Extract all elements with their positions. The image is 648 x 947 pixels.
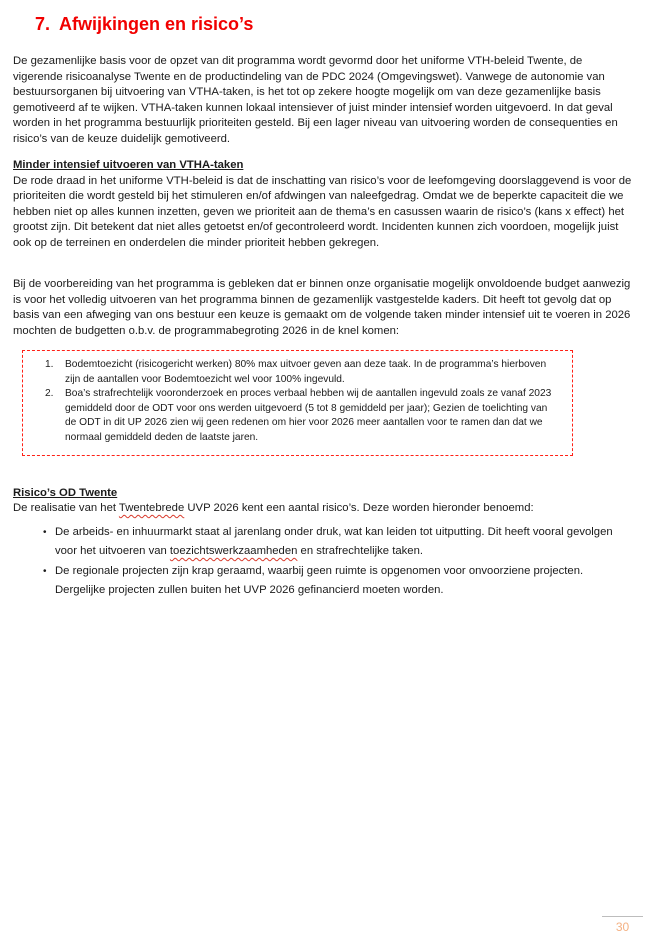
misspelled-word-twentebrede: Twentebrede [118, 502, 185, 515]
paragraph-vth-beleid: De rode draad in het uniforme VTH-beleid is dat de inschatting van risico’s voor de leefomgeving doorslaggevend is voor de prioriteiten die wordt gesteld bij het stimuleren en/of afdwingen van naleefgedrag. Omdat we de beperkte capaciteit die we hebben niet op alles kunnen inzetten, geven we prioriteit aan de thema’s en casussen waarin de risico’s (kans x effect) het grootst zijn. Dit betekent dat niet alles getoetst en/of gecontroleerd wordt. Incidenten kunnen zich voordoen, mogelijk juist ook op de terreinen en onderdelen die minder prioriteit hebben gekregen. [13, 174, 632, 249]
page-footer [602, 916, 643, 934]
box-item-number: 2. [45, 388, 54, 400]
box-item-text: Boa’s strafrechtelijk vooronderzoek en proces verbaal hebben wij de aantallen ingevuld zoals ze vanaf 2023 gemiddeld door de ODT voor ons werden uitgevoerd (5 tot 8 gemiddeld per jaar); Gezien de toelichting van de ODT in dit UP 2026 zien wij geen redenen om hier voor 2026 meer aantallen voor te ramen dan dat we normaal gemiddeld deden de laatste jaren. [65, 388, 552, 443]
bullet-item-regionale-projecten [13, 562, 632, 601]
bullet-text-after: en strafrechtelijke taken. [297, 545, 423, 558]
paragraph-budget: Bij de voorbereiding van het programma is gebleken dat er binnen onze organisatie mogelijk onvoldoende budget aanwezig is voor het volledig uitvoeren van het programma binnen de gezamenlijk vastgestelde kaders. Dit heeft tot gevolg dat op basis van een afweging van ons bestuur een keuze is gemaakt om de volgende taken minder intensief uit te voeren in 2026 mochten de budgetten o.b.v. de programmabegroting 2026 in de knel komen: [13, 278, 631, 337]
bullet-text-before: De arbeids- en inhuurmarkt staat al jarenlang onder druk, wat kan leiden tot uitputting. Dit heeft vooral gevolgen voor het uitvoeren van [55, 525, 613, 558]
bullet-icon: • [43, 526, 47, 538]
box-item-boa [23, 387, 560, 445]
section-heading-minder-intensief: Minder intensief uitvoeren van VTHA-taken [13, 159, 244, 171]
page-number: 30 [615, 920, 630, 934]
box-item-number: 1. [45, 359, 54, 370]
risk-bullet-list [0, 523, 648, 601]
chapter-title-text: Afwijkingen en risico’s [59, 14, 254, 34]
box-item-bodemtoezicht [23, 358, 560, 387]
box-item-text: Bodemtoezicht (risicogericht werken) 80% max uitvoer geven aan deze taak. In de programma’s hierboven zijn de aantallen voor Bodemtoezicht wel voor 100% ingevuld. [65, 359, 547, 385]
bullet-text [55, 562, 632, 601]
paragraph-risico-intro [13, 501, 632, 517]
bullet-icon: • [43, 565, 47, 577]
exception-box [22, 350, 573, 456]
misspelled-word-toezichtswerkzaamheden: toezichtswerkzaamheden [169, 545, 298, 558]
footer-rule [602, 916, 643, 917]
risico-intro-after: UVP 2026 kent een aantal risico’s. Deze worden hieronder benoemd: [184, 502, 534, 515]
bullet-text [55, 523, 632, 562]
section-heading-risicos: Risico’s OD Twente [13, 486, 118, 499]
intro-paragraph: De gezamenlijke basis voor de opzet van dit programma wordt gevormd door het uniforme VTH-beleid Twente, de vigerende risicoanalyse Twente en de productindeling van de PDC 2024 (Omgevingswet). Vanwege de autonomie van bestuursorganen bij uitvoering van VTHA-taken, is het tot op zekere hoogte mogelijk om van deze gezamenlijke basis gemotiveerd af te wijken. VTHA-taken kunnen lokaal intensiever of juist minder intensief worden uitgevoerd. In dat geval worden in het programma bestuurlijk prioriteiten gesteld. Bij een lager niveau van uitvoering worden de consequenties en risico’s van de keuze duidelijk gemotiveerd. [13, 55, 618, 145]
bullet-item-arbeidsmarkt [13, 523, 632, 562]
risico-intro-before: De realisatie van het [13, 502, 119, 515]
bullet-text-before: De regionale projecten zijn krap geraamd, waarbij geen ruimte is opgenomen voor onvoorziene projecten. Dergelijke projecten zullen buiten het UVP 2026 gefinancierd moeten worden. [55, 564, 584, 597]
page-title [35, 13, 631, 35]
chapter-number: 7. [35, 14, 51, 34]
